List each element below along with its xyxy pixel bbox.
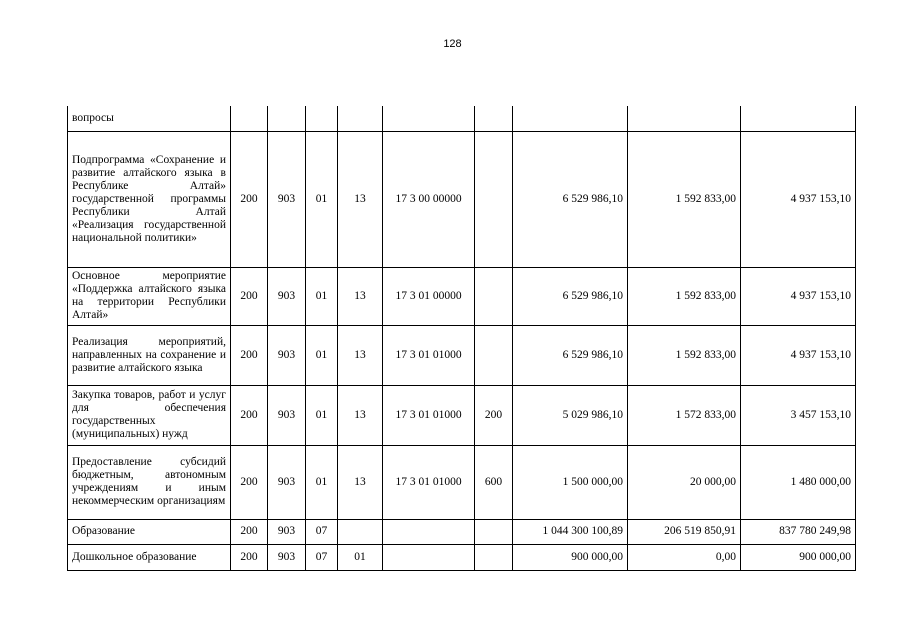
budget-table <box>67 106 856 571</box>
cell-adm: 200 <box>231 385 268 445</box>
cell-rz: 07 <box>306 519 338 544</box>
cell-csr: 17 3 01 01000 <box>383 325 475 385</box>
cell-adm: 200 <box>231 544 268 570</box>
table-row <box>68 385 856 445</box>
cell-adm: 200 <box>231 131 268 267</box>
cell-vr: 600 <box>475 445 513 519</box>
cell-reg: 4 937 153,10 <box>741 267 856 325</box>
cell-reg: 1 480 000,00 <box>741 445 856 519</box>
cell-pr: 13 <box>338 131 383 267</box>
cell-glava <box>268 106 306 131</box>
row-name: Подпрограмма «Сохранение и развитие алтайского языка в Республике Алтай» государственной программы Республики Алтай «Реализация государственной национальной политики» <box>68 131 231 267</box>
cell-glava: 903 <box>268 544 306 570</box>
row-name: Образование <box>68 519 231 544</box>
cell-csr <box>383 106 475 131</box>
table-row <box>68 267 856 325</box>
cell-csr <box>383 519 475 544</box>
cell-rz: 01 <box>306 325 338 385</box>
cell-pr: 13 <box>338 445 383 519</box>
cell-rz <box>306 106 338 131</box>
row-name: Предоставление субсидий бюджетным, автономным учреждениям и иным некоммерческим организациям <box>68 445 231 519</box>
row-name: Основное мероприятие «Поддержка алтайского языка на территории Республики Алтай» <box>68 267 231 325</box>
cell-reg: 3 457 153,10 <box>741 385 856 445</box>
cell-reg: 900 000,00 <box>741 544 856 570</box>
cell-vr <box>475 106 513 131</box>
table-row <box>68 131 856 267</box>
cell-total: 1 044 300 100,89 <box>513 519 628 544</box>
cell-total <box>513 106 628 131</box>
cell-fed: 1 592 833,00 <box>628 267 741 325</box>
cell-rz: 07 <box>306 544 338 570</box>
cell-fed: 20 000,00 <box>628 445 741 519</box>
cell-fed: 0,00 <box>628 544 741 570</box>
cell-adm: 200 <box>231 519 268 544</box>
row-name: Дошкольное образование <box>68 544 231 570</box>
cell-vr <box>475 267 513 325</box>
cell-reg: 4 937 153,10 <box>741 131 856 267</box>
cell-vr <box>475 131 513 267</box>
cell-csr: 17 3 01 01000 <box>383 445 475 519</box>
cell-total: 1 500 000,00 <box>513 445 628 519</box>
cell-total: 6 529 986,10 <box>513 325 628 385</box>
cell-vr <box>475 519 513 544</box>
table-row <box>68 544 856 570</box>
cell-csr: 17 3 00 00000 <box>383 131 475 267</box>
page-number: 128 <box>443 38 462 50</box>
cell-reg <box>741 106 856 131</box>
cell-csr: 17 3 01 00000 <box>383 267 475 325</box>
cell-rz: 01 <box>306 131 338 267</box>
cell-fed: 1 572 833,00 <box>628 385 741 445</box>
row-name: вопросы <box>68 106 231 131</box>
cell-glava: 903 <box>268 445 306 519</box>
cell-vr <box>475 325 513 385</box>
cell-glava: 903 <box>268 519 306 544</box>
cell-pr: 13 <box>338 325 383 385</box>
row-name: Закупка товаров, работ и услуг для обеспечения государственных (муниципальных) нужд <box>68 385 231 445</box>
cell-fed: 1 592 833,00 <box>628 131 741 267</box>
cell-total: 5 029 986,10 <box>513 385 628 445</box>
cell-total: 6 529 986,10 <box>513 131 628 267</box>
cell-rz: 01 <box>306 445 338 519</box>
cell-csr <box>383 544 475 570</box>
cell-glava: 903 <box>268 325 306 385</box>
cell-rz: 01 <box>306 385 338 445</box>
cell-reg: 837 780 249,98 <box>741 519 856 544</box>
cell-fed: 206 519 850,91 <box>628 519 741 544</box>
cell-glava: 903 <box>268 131 306 267</box>
cell-pr: 13 <box>338 385 383 445</box>
table-row <box>68 519 856 544</box>
cell-vr: 200 <box>475 385 513 445</box>
cell-total: 6 529 986,10 <box>513 267 628 325</box>
cell-fed: 1 592 833,00 <box>628 325 741 385</box>
cell-adm: 200 <box>231 445 268 519</box>
cell-glava: 903 <box>268 267 306 325</box>
cell-pr <box>338 519 383 544</box>
table-row <box>68 445 856 519</box>
cell-rz: 01 <box>306 267 338 325</box>
cell-adm: 200 <box>231 325 268 385</box>
table-row <box>68 325 856 385</box>
cell-fed <box>628 106 741 131</box>
cell-pr <box>338 106 383 131</box>
cell-glava: 903 <box>268 385 306 445</box>
cell-vr <box>475 544 513 570</box>
row-name: Реализация мероприятий, направленных на сохранение и развитие алтайского языка <box>68 325 231 385</box>
cell-pr: 01 <box>338 544 383 570</box>
cell-pr: 13 <box>338 267 383 325</box>
cell-adm: 200 <box>231 267 268 325</box>
cell-total: 900 000,00 <box>513 544 628 570</box>
cell-csr: 17 3 01 01000 <box>383 385 475 445</box>
cell-adm <box>231 106 268 131</box>
cell-reg: 4 937 153,10 <box>741 325 856 385</box>
table-row <box>68 106 856 131</box>
